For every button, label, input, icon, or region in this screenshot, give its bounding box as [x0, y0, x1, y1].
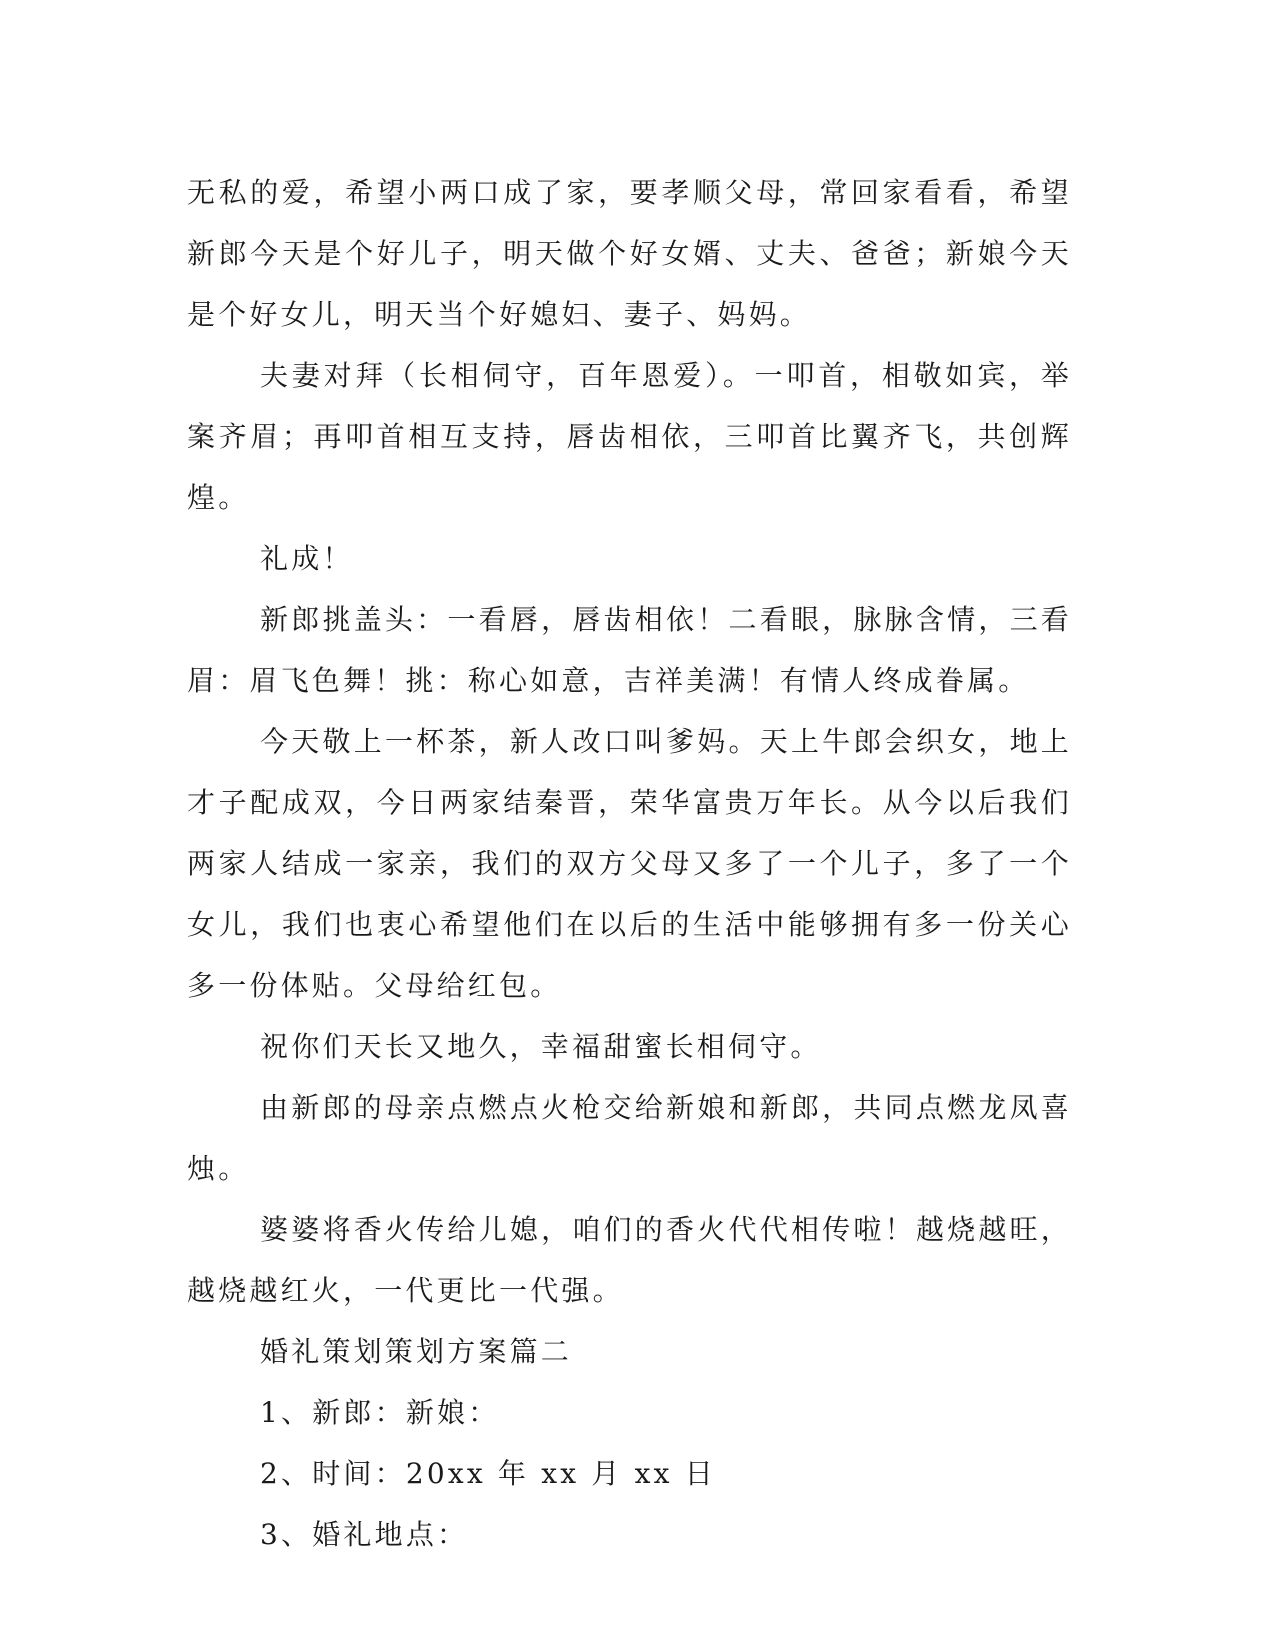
document-body [187, 162, 1072, 1565]
list-item-bride-groom: 1、新郎：新娘： [260, 1396, 500, 1429]
paragraph-tea-ceremony: 今天敬上一杯茶，新人改口叫爹妈。天上牛郎会织女，地上才子配成双，今日两家结秦晋，荣华富贵万年长。从今以后我们两家人结成一家亲，我们的双方父母又多了一个儿子，多了一个女儿，我们也衷心希望他们在以后的生活中能够拥有多一份关心多一份体贴。父母给红包。 [187, 725, 1072, 1002]
paragraph-wish: 祝你们天长又地久，幸福甜蜜长相伺守。 [260, 1030, 822, 1063]
paragraph-lift-veil: 新郎挑盖头：一看唇，唇齿相依！二看眼，脉脉含情，三看眉：眉飞色舞！挑：称心如意，吉祥美满！有情人终成眷属。 [187, 603, 1072, 697]
paragraph-ceremony-complete: 礼成！ [260, 542, 354, 575]
list-item-location: 3、婚礼地点： [260, 1518, 469, 1551]
paragraph-blessing-parents: 无私的爱，希望小两口成了家，要孝顺父母，常回家看看，希望新郎今天是个好儿子，明天做个好女婿、丈夫、爸爸；新娘今天是个好女儿，明天当个好媳妇、妻子、妈妈。 [187, 176, 1072, 331]
paragraph-light-candles: 由新郎的母亲点燃点火枪交给新娘和新郎，共同点燃龙凤喜烛。 [187, 1091, 1072, 1185]
section-heading-plan-two: 婚礼策划策划方案篇二 [260, 1335, 573, 1368]
list-item-time: 2、时间：20xx 年 xx 月 xx 日 [260, 1457, 716, 1490]
paragraph-pass-incense: 婆婆将香火传给儿媳，咱们的香火代代相传啦！越烧越旺，越烧越红火，一代更比一代强。 [187, 1213, 1072, 1307]
paragraph-couple-bow: 夫妻对拜（长相伺守，百年恩爱）。一叩首，相敬如宾，举案齐眉；再叩首相互支持，唇齿相依，三叩首比翼齐飞，共创辉煌。 [187, 359, 1072, 514]
